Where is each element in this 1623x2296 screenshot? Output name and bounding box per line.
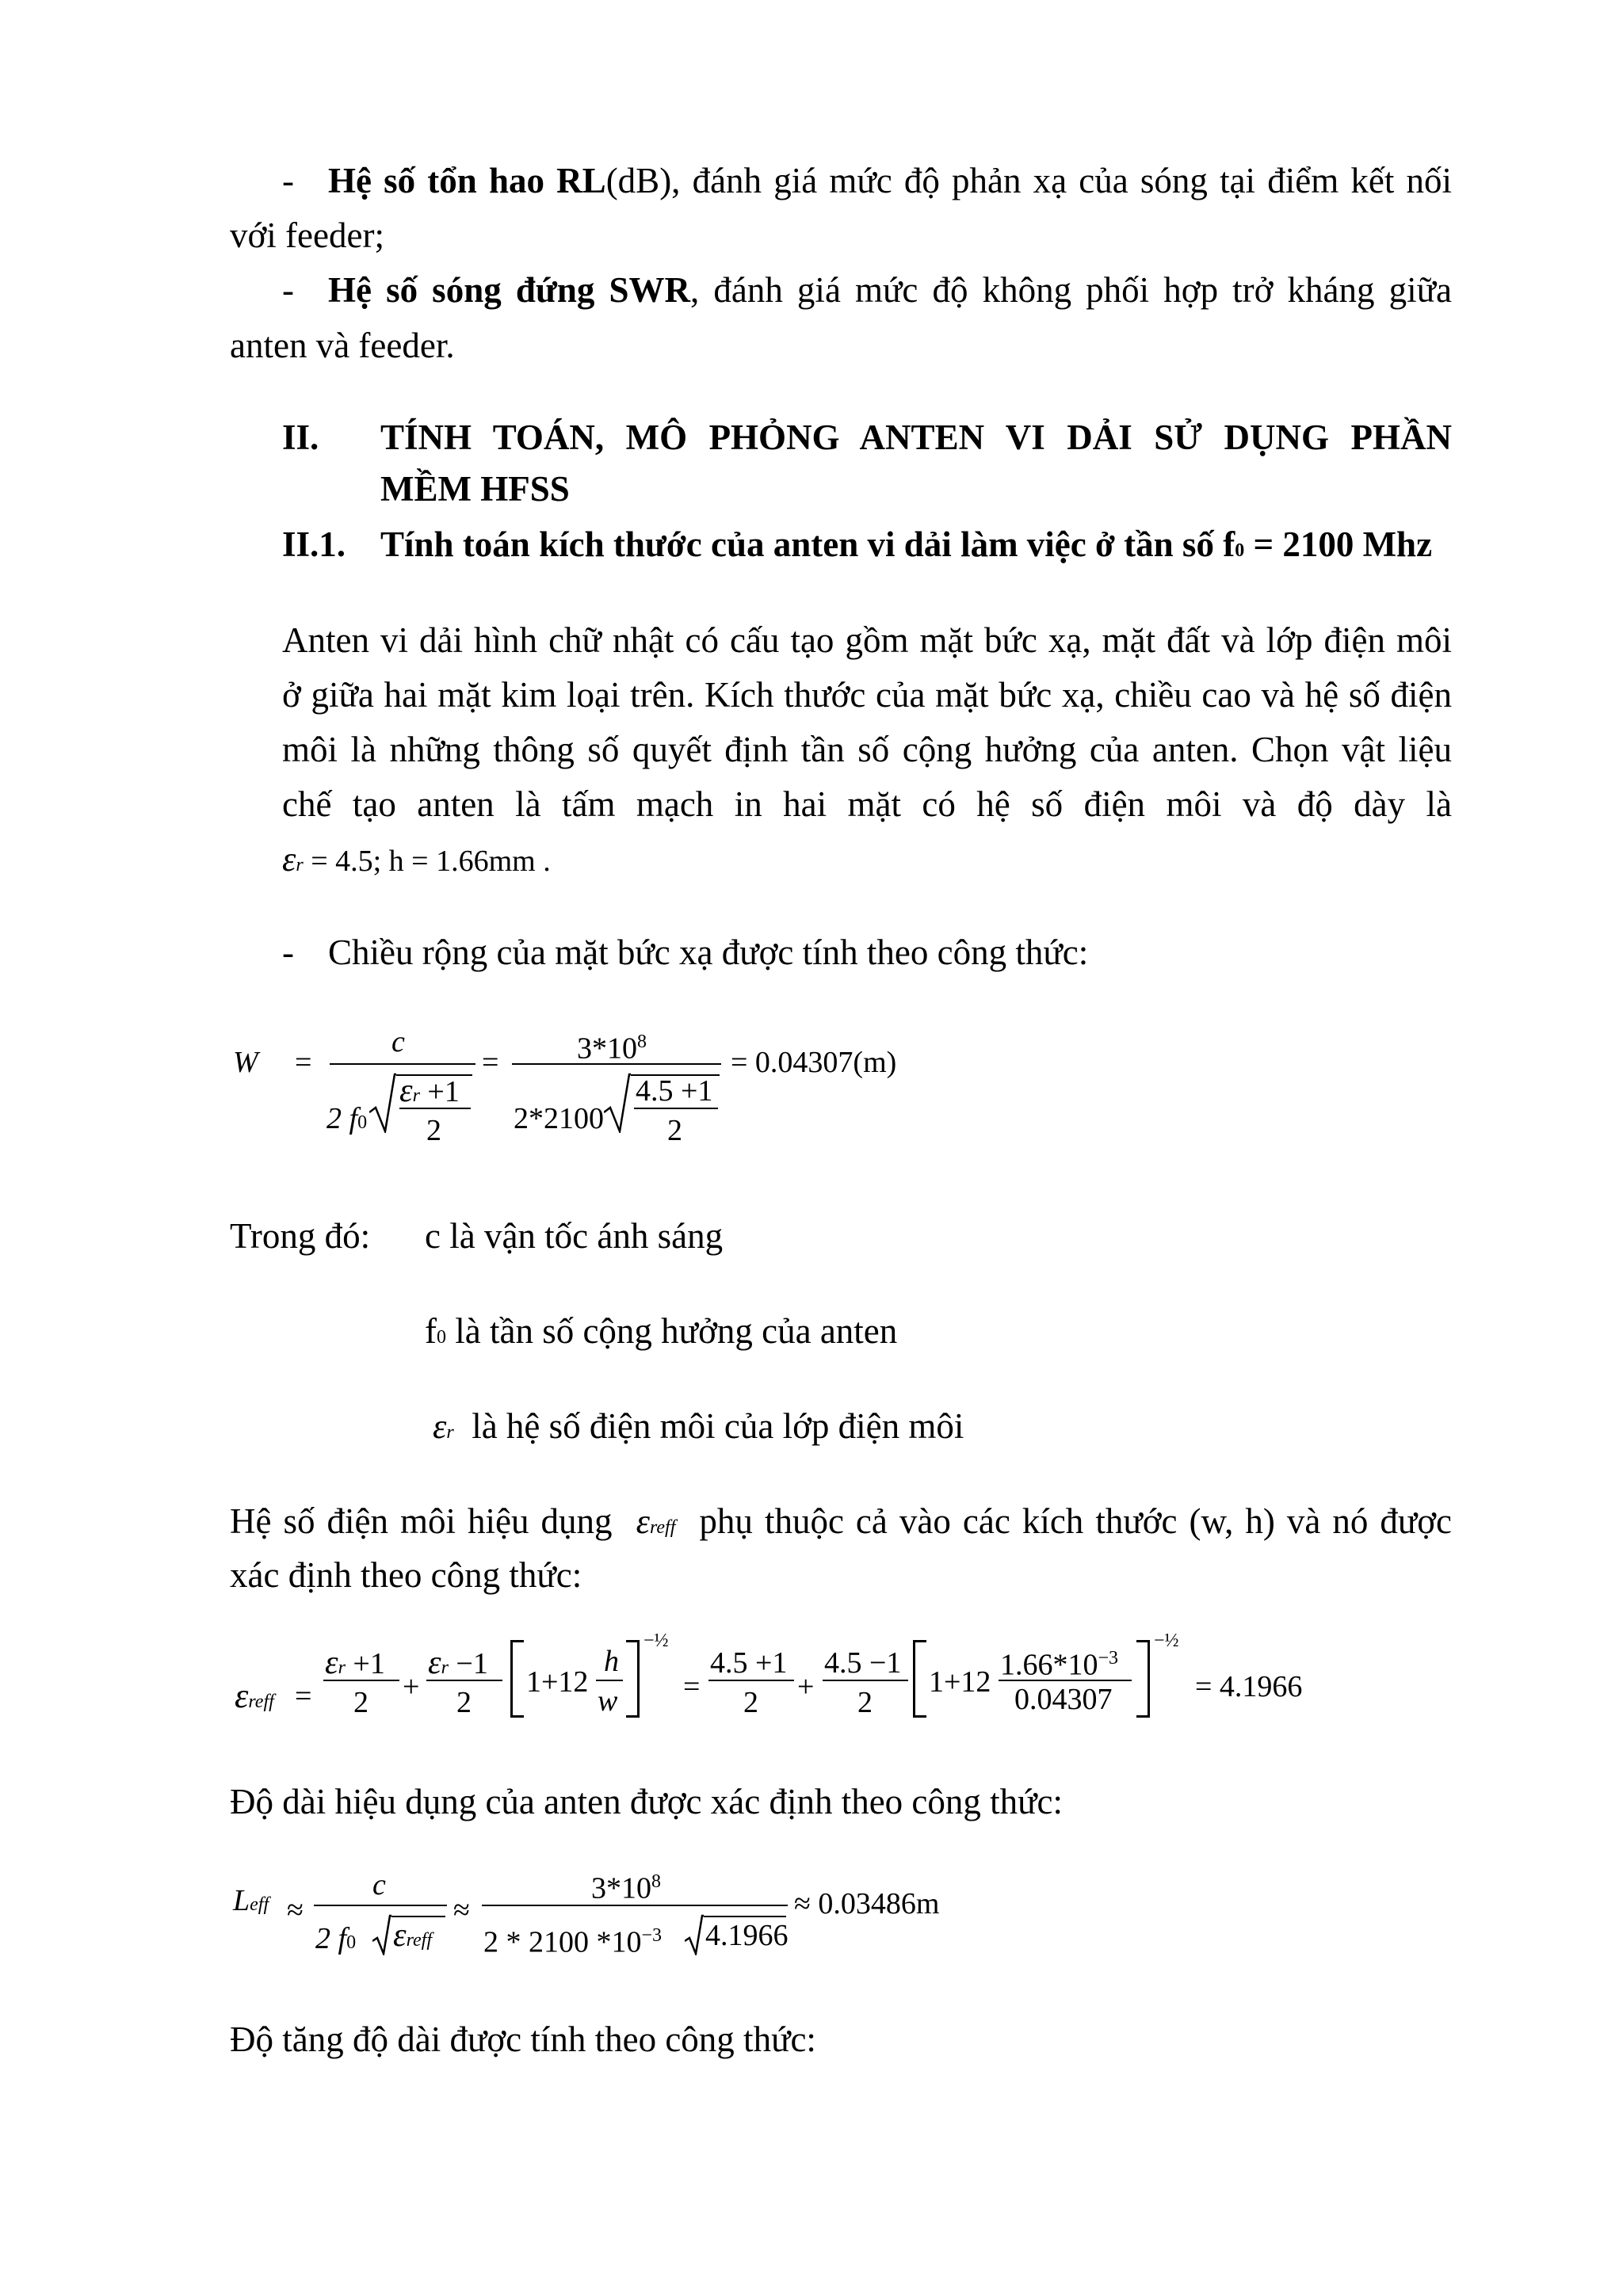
eq-eff-t2-num: εr −1: [428, 1645, 488, 1681]
eq-eff-plus2: +: [797, 1670, 815, 1703]
swr-desc: , đánh giá mức độ không phối hợp trở kháng giữa: [690, 270, 1452, 310]
section-number: II.: [282, 418, 319, 457]
eq-w-two: 2: [426, 1114, 441, 1147]
eq-eff-plus: +: [403, 1670, 420, 1703]
eq-leff-num2: $3*10^8$: [591, 1871, 661, 1905]
eq-leff-rad2: 4.1966: [705, 1919, 789, 1952]
eq-eff-bracket2-left: [913, 1640, 926, 1718]
section-title-line1: TÍNH TOÁN, MÔ PHỎNG ANTEN VI DẢI SỬ DỤNG PHẦN: [380, 418, 1452, 457]
radical-sign: [372, 1914, 391, 1955]
section-title-line2: MỀM HFSS: [380, 469, 570, 509]
eq-w-er: εr +1: [399, 1073, 460, 1109]
eq-leff-approx1: ≈: [287, 1894, 304, 1927]
para1-line2: ở giữa hai mặt kim loại trên. Kích thước của mặt bức xạ, chiều cao và hệ số điện: [282, 675, 1452, 715]
bullet-rl-line: [328, 163, 1452, 199]
rl-term: Hệ số tổn hao RL: [328, 161, 606, 200]
eq-eff-d1: 2: [743, 1686, 758, 1719]
bullet-swr-line: [328, 270, 1452, 310]
subsection-title: [380, 524, 1433, 569]
eq-leff-rad1: εreff: [393, 1917, 432, 1954]
radical-sign: [604, 1073, 631, 1133]
bullet-rl-cont: với feeder;: [230, 215, 384, 255]
eq-w-lhs: W: [233, 1046, 258, 1079]
eq-leff-c: c: [372, 1868, 386, 1901]
eq-w-den2: 2*2100: [514, 1102, 604, 1135]
eq-w-eq2: =: [482, 1046, 499, 1079]
eq-eff-d3: 0.04307: [1014, 1683, 1113, 1716]
eq-eff-t1-den: 2: [353, 1686, 369, 1719]
subsection-f0-sub: 0: [1235, 540, 1245, 561]
width-dash: -: [282, 933, 294, 972]
where-c: c là vận tốc ánh sáng: [425, 1216, 724, 1256]
eq-eff-t2-den: 2: [456, 1686, 472, 1719]
eq-w-rad-num: 4.5 +1: [636, 1074, 713, 1108]
eq-eff-t1-num: εr +1: [325, 1645, 385, 1681]
eq-eff-result: = 4.1966: [1195, 1670, 1303, 1703]
eq-eff-one12: 1+12: [526, 1665, 589, 1699]
bullet-swr-cont: anten và feeder.: [230, 326, 455, 365]
eq-w-c: c: [391, 1025, 405, 1058]
eq-eff-n1: 4.5 +1: [710, 1646, 788, 1680]
para1-equation: εr = 4.5; h = 1.66mm .: [282, 840, 551, 879]
eq-w-2f0: 2 f0: [327, 1102, 368, 1135]
eq-leff-lhs: Leff: [233, 1884, 269, 1917]
subsection-title-end: = 2100 Mhz: [1244, 524, 1433, 564]
para2-line1: Hệ số điện môi hiệu dụng εreff phụ thuộc cả vào các kích thước (w, h) và nó được: [230, 1501, 1453, 1541]
radical-sign: [369, 1073, 396, 1133]
para1-line4: chế tạo anten là tấm mạch in hai mặt có hệ số điện môi và độ dày là: [282, 784, 1452, 824]
eq-eff-one12b: 1+12: [929, 1665, 991, 1699]
where-label: Trong đó:: [230, 1216, 371, 1256]
eq-eff-exp2: −½: [1154, 1630, 1179, 1651]
bullet-dash: -: [282, 161, 294, 200]
eq-eff-bracket2-right: [1136, 1640, 1150, 1718]
eq-eff-eq2: =: [683, 1670, 701, 1703]
bullet-dash: -: [282, 270, 294, 310]
para2-line2: xác định theo công thức:: [230, 1555, 582, 1595]
eq-eff-bracket-right: [626, 1640, 640, 1718]
eq-w-eq1: =: [295, 1046, 312, 1079]
eq-eff-n2: 4.5 −1: [824, 1646, 902, 1680]
eq-leff-den2: 2 * 2100 $*10^{-3}$: [483, 1925, 663, 1959]
eq-w-num2: $3*10^8$: [577, 1032, 647, 1066]
para1-line3: môi là những thông số quyết định tần số cộng hưởng của anten. Chọn vật liệu: [282, 730, 1452, 769]
eq-leff-result: ≈ 0.03486m: [794, 1887, 940, 1920]
eq-w-result: = 0.04307(m): [731, 1046, 897, 1079]
eq-eff-eq1: =: [295, 1680, 312, 1713]
para4: Độ tăng độ dài được tính theo công thức:: [230, 2019, 816, 2059]
eq-eff-n3: $1.66*10^{-3}$: [1000, 1648, 1119, 1682]
eq-leff-approx2: ≈: [453, 1894, 470, 1927]
eq-leff-den1: 2 f0: [315, 1922, 357, 1955]
eq-eff-exp: −½: [643, 1630, 669, 1651]
swr-term: Hệ số sóng đứng SWR: [328, 270, 691, 310]
width-intro: Chiều rộng của mặt bức xạ được tính theo công thức:: [328, 933, 1089, 972]
eq-eff-bracket-left: [510, 1640, 524, 1718]
para1-line1: Anten vi dải hình chữ nhật có cấu tạo gồm mặt bức xạ, mặt đất và lớp điện môi: [282, 620, 1452, 660]
eq-w-rad-den: 2: [667, 1114, 682, 1147]
subsection-title-text: Tính toán kích thước của anten vi dải làm việc ở tần số f: [380, 524, 1235, 564]
where-er: εr là hệ số điện môi của lớp điện môi: [433, 1406, 964, 1446]
eq-eff-h: h: [604, 1645, 619, 1678]
eq-eff-lhs: εreff: [235, 1676, 274, 1715]
para3: Độ dài hiệu dụng của anten được xác định theo công thức:: [230, 1782, 1064, 1821]
rl-desc: (dB), đánh giá mức độ phản xạ của sóng tại điểm kết nối: [605, 161, 1452, 200]
subsection-number: II.1.: [282, 524, 346, 564]
radical-sign: [685, 1914, 704, 1955]
eq-eff-w: w: [598, 1684, 618, 1718]
where-f0: f0 là tần số cộng hưởng của anten: [425, 1311, 898, 1351]
eq-eff-d2: 2: [857, 1686, 873, 1719]
